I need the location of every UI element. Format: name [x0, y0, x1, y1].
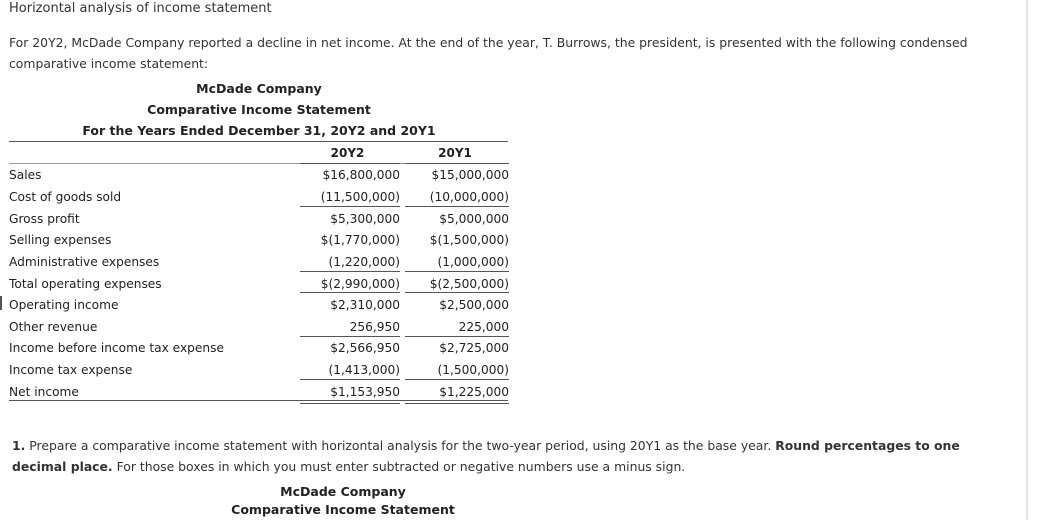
rule-above-total-opex-20y1	[405, 271, 509, 272]
value-net-income-20y2: $1,153,950	[330, 385, 400, 399]
question-instruction: Prepare a comparative income statement with horizontal analysis for the two-year period, using 20Y1 as the base year.	[25, 438, 776, 453]
net-income-double-rule-20y1	[405, 403, 509, 404]
value-other-revenue-20y1: 225,000	[458, 320, 509, 334]
value-admin-expenses-20y2: (1,220,000)	[328, 255, 400, 269]
statement-title: Comparative Income Statement	[147, 102, 371, 117]
rule-above-gross-profit-20y1	[405, 206, 509, 207]
value-gross-profit-20y1: $5,000,000	[439, 212, 509, 226]
statement-period: For the Years Ended December 31, 20Y2 and 20Y1	[82, 123, 436, 138]
column-header-20y2: 20Y2	[330, 146, 365, 160]
question-number: 1.	[12, 438, 26, 453]
rule-above-net-income-20y1	[405, 379, 509, 380]
rule-above-income-before-tax-20y1	[405, 336, 509, 337]
row-label-total-operating-expenses: Total operating expenses	[9, 277, 162, 291]
page-right-border	[1026, 0, 1028, 520]
value-income-before-tax-20y1: $2,725,000	[439, 341, 509, 355]
value-income-tax-20y1: (1,500,000)	[437, 363, 509, 377]
statement-company: McDade Company	[196, 81, 322, 96]
header-top-rule	[9, 141, 508, 142]
left-edge-marker	[0, 296, 2, 310]
row-label-gross-profit: Gross profit	[9, 212, 80, 226]
col-header-underline-20y1	[405, 163, 509, 164]
rule-above-operating-income-20y1	[405, 292, 509, 293]
value-total-opex-20y1: $(2,500,000)	[429, 277, 509, 291]
value-sales-20y1: $15,000,000	[431, 168, 509, 182]
intro-paragraph: For 20Y2, McDade Company reported a decline in net income. At the end of the year, T. Burrows, the president, is presented with the following condensed comparative income statement:	[9, 35, 968, 71]
value-total-opex-20y2: $(2,990,000)	[320, 277, 400, 291]
value-gross-profit-20y2: $5,300,000	[330, 212, 400, 226]
page-heading: Horizontal analysis of income statement	[9, 1, 272, 16]
question-rounding-note: Round percentages to one decimal place.	[12, 438, 960, 474]
value-selling-expenses-20y1: $(1,500,000)	[429, 233, 509, 247]
question-sign-note: For those boxes in which you must enter subtracted or negative numbers use a minus sign.	[112, 459, 686, 474]
rule-above-total-opex-20y2	[300, 271, 400, 272]
rule-above-operating-income-20y2	[300, 292, 400, 293]
value-other-revenue-20y2: 256,950	[349, 320, 400, 334]
rule-above-income-before-tax-20y2	[300, 336, 400, 337]
value-cogs-20y2: (11,500,000)	[320, 190, 400, 204]
value-sales-20y2: $16,800,000	[322, 168, 400, 182]
row-label-operating-income: Operating income	[9, 298, 119, 312]
value-operating-income-20y1: $2,500,000	[439, 298, 509, 312]
rule-above-gross-profit-20y2	[300, 206, 400, 207]
net-income-double-rule-top	[9, 400, 508, 401]
row-label-cost-of-goods-sold: Cost of goods sold	[9, 190, 122, 204]
column-header-20y1: 20Y1	[438, 146, 472, 160]
row-label-administrative-expenses: Administrative expenses	[9, 255, 160, 269]
row-label-selling-expenses: Selling expenses	[9, 233, 112, 247]
row-label-income-tax-expense: Income tax expense	[9, 363, 133, 377]
net-income-double-rule-20y2	[300, 403, 400, 404]
row-label-other-revenue: Other revenue	[9, 320, 98, 334]
row-label-income-before-tax: Income before income tax expense	[9, 341, 224, 355]
value-income-tax-20y2: (1,413,000)	[328, 363, 400, 377]
value-selling-expenses-20y2: $(1,770,000)	[320, 233, 400, 247]
row-label-net-income: Net income	[9, 385, 79, 399]
question-text	[12, 435, 1017, 477]
rule-above-net-income-20y2	[300, 379, 400, 380]
col-header-underline-20y2	[300, 163, 400, 164]
value-admin-expenses-20y1: (1,000,000)	[437, 255, 509, 269]
value-cogs-20y1: (10,000,000)	[429, 190, 509, 204]
row-label-sales: Sales	[9, 168, 42, 182]
answer-statement-title: Comparative Income Statement	[231, 502, 455, 517]
value-income-before-tax-20y2: $2,566,950	[330, 341, 400, 355]
value-operating-income-20y2: $2,310,000	[330, 298, 400, 312]
value-net-income-20y1: $1,225,000	[439, 385, 509, 399]
answer-statement-company: McDade Company	[280, 484, 406, 499]
